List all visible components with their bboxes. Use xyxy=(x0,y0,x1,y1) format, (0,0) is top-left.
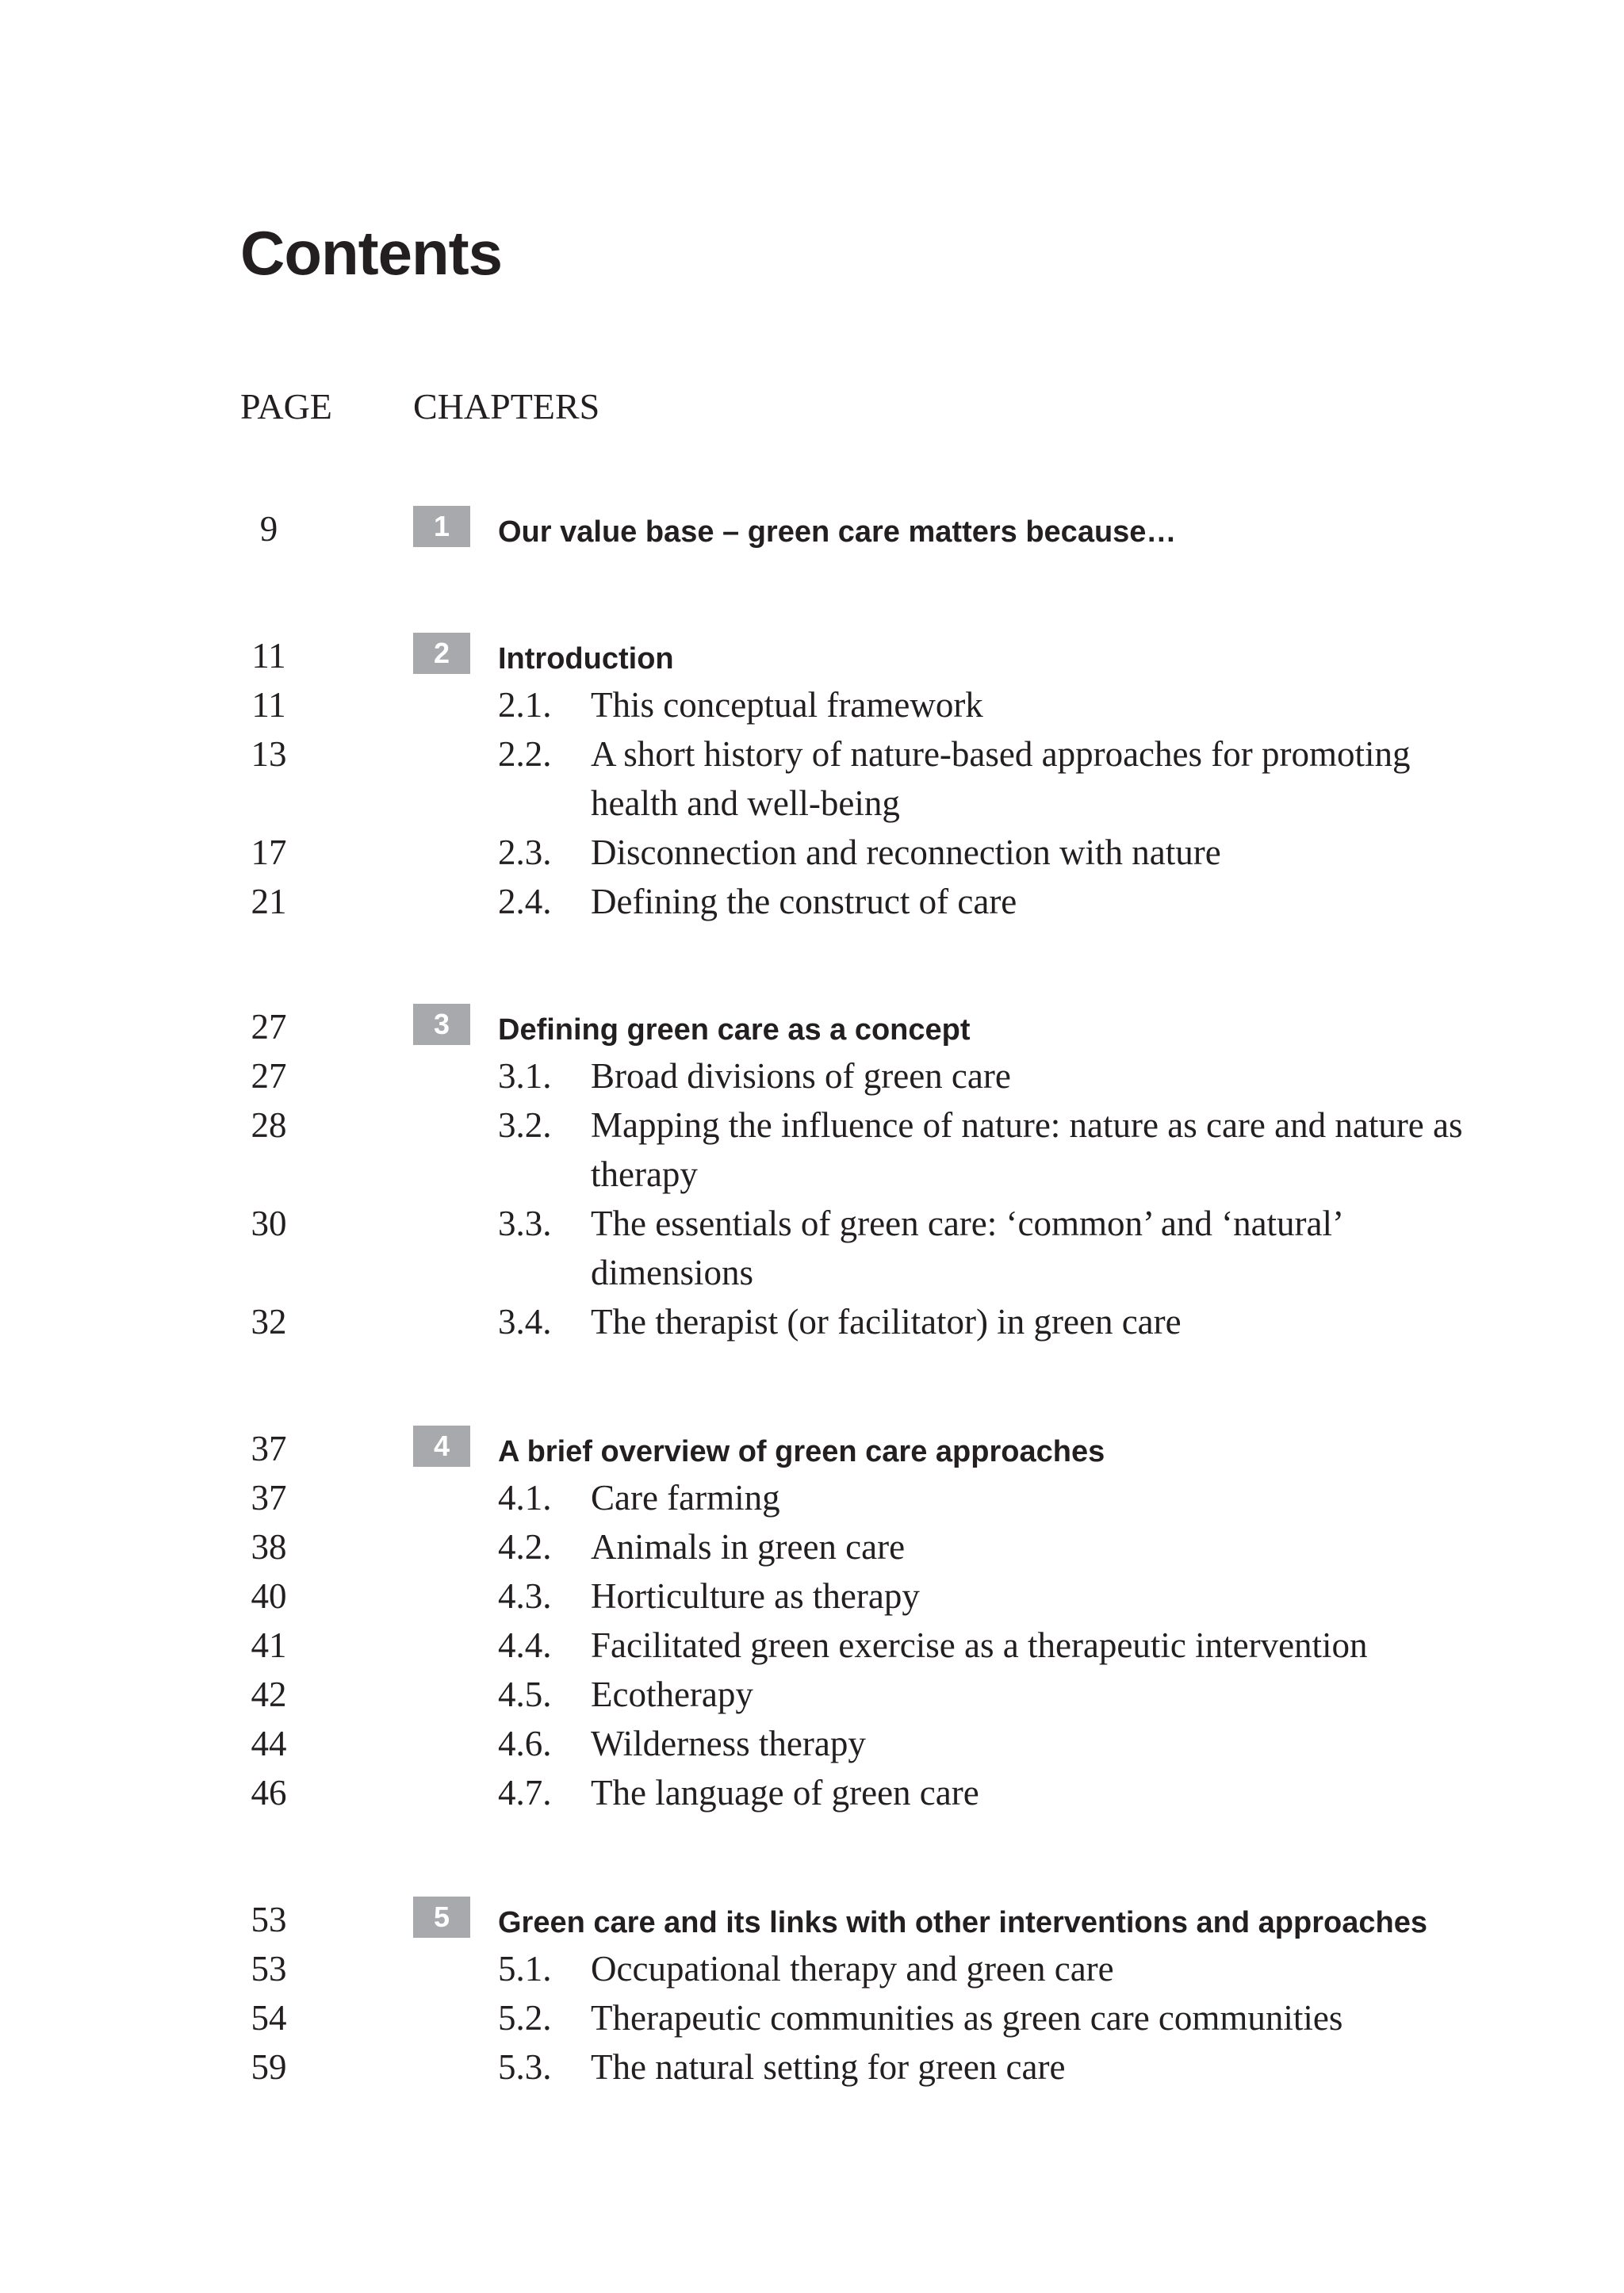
section-row[interactable] xyxy=(0,1051,1624,1101)
section-row[interactable] xyxy=(0,1768,1624,1817)
chapter-page-number: 27 xyxy=(251,1007,287,1047)
section-number: 4.3. xyxy=(498,1576,552,1616)
section-row[interactable] xyxy=(0,828,1624,877)
section-page-number: 53 xyxy=(251,1949,287,1989)
page-title: Contents xyxy=(240,218,502,288)
section-number: 2.2. xyxy=(498,734,552,774)
section-number: 5.2. xyxy=(498,1998,552,2038)
section-title: Ecotherapy xyxy=(591,1675,753,1714)
section-page-number: 46 xyxy=(251,1773,287,1813)
section-number: 3.1. xyxy=(498,1056,552,1096)
section-title: This conceptual framework xyxy=(591,685,983,725)
section-title: A short history of nature-based approaches for promoting health and well-being xyxy=(591,734,1411,823)
section-title: Mapping the influence of nature: nature as care and nature as therapy xyxy=(591,1105,1463,1194)
section-page-number: 13 xyxy=(251,734,287,774)
chapters-column-header: CHAPTERS xyxy=(413,386,600,427)
section-title: Occupational therapy and green care xyxy=(591,1949,1114,1989)
section-page-number: 21 xyxy=(251,882,287,921)
section-title: The natural setting for green care xyxy=(591,2047,1066,2087)
section-number: 4.6. xyxy=(498,1724,552,1763)
chapter-number-badge: 3 xyxy=(413,1004,470,1045)
chapter-1 xyxy=(0,504,1624,553)
section-page-number: 28 xyxy=(251,1105,287,1145)
section-title: The therapist (or facilitator) in green care xyxy=(591,1302,1182,1342)
section-row[interactable] xyxy=(0,1473,1624,1522)
section-row[interactable] xyxy=(0,1101,1624,1199)
section-page-number: 11 xyxy=(251,685,286,725)
section-number: 5.1. xyxy=(498,1949,552,1989)
section-number: 4.4. xyxy=(498,1625,552,1665)
chapter-title: Green care and its links with other interventions and approaches xyxy=(498,1906,1427,1939)
section-row[interactable] xyxy=(0,1522,1624,1571)
chapter-2 xyxy=(0,631,1624,926)
section-row[interactable] xyxy=(0,1199,1624,1297)
chapter-heading-row[interactable] xyxy=(0,631,1624,680)
section-title: The essentials of green care: ‘common’ and ‘natural’ dimensions xyxy=(591,1204,1342,1292)
section-row[interactable] xyxy=(0,1719,1624,1768)
section-number: 3.4. xyxy=(498,1302,552,1342)
section-number: 2.4. xyxy=(498,882,552,921)
section-row[interactable] xyxy=(0,680,1624,729)
section-number: 4.2. xyxy=(498,1527,552,1567)
chapter-heading-row[interactable] xyxy=(0,1895,1624,1944)
chapter-page-number: 53 xyxy=(251,1900,287,1939)
section-title: Animals in green care xyxy=(591,1527,906,1567)
chapter-page-number: 9 xyxy=(259,509,278,549)
chapter-number-badge: 4 xyxy=(413,1426,470,1467)
chapter-heading-row[interactable] xyxy=(0,504,1624,553)
section-row[interactable] xyxy=(0,1297,1624,1346)
section-title: Horticulture as therapy xyxy=(591,1576,920,1616)
section-page-number: 54 xyxy=(251,1998,287,2038)
section-row[interactable] xyxy=(0,1571,1624,1621)
section-row[interactable] xyxy=(0,1993,1624,2042)
section-row[interactable] xyxy=(0,1621,1624,1670)
section-title: Wilderness therapy xyxy=(591,1724,866,1763)
chapter-title: Defining green care as a concept xyxy=(498,1013,971,1047)
section-title: Care farming xyxy=(591,1478,780,1518)
section-title: Defining the construct of care xyxy=(591,882,1017,921)
section-page-number: 32 xyxy=(251,1302,287,1342)
chapter-heading-row[interactable] xyxy=(0,1002,1624,1051)
section-page-number: 59 xyxy=(251,2047,287,2087)
chapter-5 xyxy=(0,1895,1624,2092)
section-page-number: 44 xyxy=(251,1724,287,1763)
section-title: Facilitated green exercise as a therapeutic intervention xyxy=(591,1625,1368,1665)
section-title: Therapeutic communities as green care communities xyxy=(591,1998,1343,2038)
section-row[interactable] xyxy=(0,1944,1624,1993)
page-column-header: PAGE xyxy=(240,386,332,427)
section-page-number: 41 xyxy=(251,1625,287,1665)
section-title: Broad divisions of green care xyxy=(591,1056,1011,1096)
section-row[interactable] xyxy=(0,2042,1624,2092)
section-number: 3.3. xyxy=(498,1204,552,1243)
section-number: 2.3. xyxy=(498,833,552,872)
chapter-4 xyxy=(0,1424,1624,1817)
section-page-number: 40 xyxy=(251,1576,287,1616)
section-page-number: 37 xyxy=(251,1478,287,1518)
section-page-number: 17 xyxy=(251,833,287,872)
section-page-number: 38 xyxy=(251,1527,287,1567)
section-number: 4.5. xyxy=(498,1675,552,1714)
chapter-number-badge: 1 xyxy=(413,506,470,547)
section-row[interactable] xyxy=(0,729,1624,828)
section-number: 3.2. xyxy=(498,1105,552,1145)
chapter-number-badge: 5 xyxy=(413,1897,470,1938)
chapter-3 xyxy=(0,1002,1624,1346)
section-row[interactable] xyxy=(0,1670,1624,1719)
section-number: 4.1. xyxy=(498,1478,552,1518)
chapter-page-number: 11 xyxy=(251,636,286,676)
section-number: 4.7. xyxy=(498,1773,552,1813)
section-page-number: 30 xyxy=(251,1204,287,1243)
section-number: 2.1. xyxy=(498,685,552,725)
section-title: The language of green care xyxy=(591,1773,979,1813)
section-row[interactable] xyxy=(0,877,1624,926)
chapter-title: Our value base – green care matters because… xyxy=(498,515,1177,549)
chapter-heading-row[interactable] xyxy=(0,1424,1624,1473)
chapter-title: A brief overview of green care approaches xyxy=(498,1435,1105,1468)
chapter-title: Introduction xyxy=(498,642,674,676)
section-page-number: 27 xyxy=(251,1056,287,1096)
section-title: Disconnection and reconnection with nature xyxy=(591,833,1221,872)
section-number: 5.3. xyxy=(498,2047,552,2087)
chapter-page-number: 37 xyxy=(251,1429,287,1468)
chapter-number-badge: 2 xyxy=(413,633,470,674)
section-page-number: 42 xyxy=(251,1675,287,1714)
